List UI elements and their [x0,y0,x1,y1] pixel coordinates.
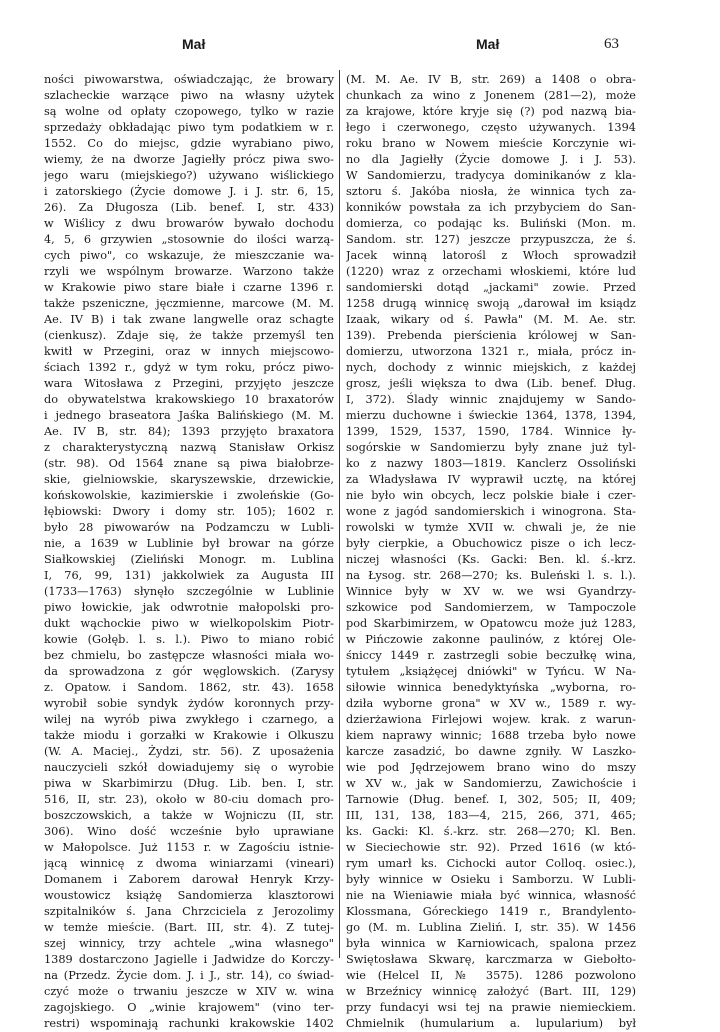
text-line: śniccy 1449 r. zastrzegli sobie beczułkę wina, [346,649,636,662]
text-line: dziła wyborne grona" w XV w., 1589 r. wy- [346,697,636,710]
text-line: na Łysog. str. 268—270; ks. Buleński l. s. l.). [346,569,636,582]
text-line: nie było win obcych, lecz polskie białe i czer- [346,489,636,502]
text-line: Ae. IV B) i tak zwane langwelle oraz schagte [44,313,334,326]
text-line: wilej na wyrób piwa zwykłego i czarnego, a [44,713,334,726]
text-line: W Sandomierzu, tradycya dominikanów z kla- [346,169,636,182]
text-line: na (Przedz. Życie dom. J. i J., str. 14), co świad- [44,969,334,982]
text-line: nych, dochody z winnic miejskich, z każdej [346,361,636,374]
text-line: do obywatelstwa krakowskiego 10 braxatorów [44,393,334,406]
text-line: i jednego braseatora Jaśka Balińskiego (M. M. [44,409,334,422]
text-line: tytułem „książęcej dniówki" w Tyńcu. W Na- [346,665,636,678]
text-line: Swiętosława Skwarę, karczmarza w Giebołto- [346,953,636,966]
text-line: rowolski w tymże XVII w. chwali je, że nie [346,521,636,534]
text-line: piwa w Skarbimirzu (Dług. Lib. ben. I, str. [44,777,334,790]
text-line: łego i czerwonego, często używanych. 1394 [346,121,636,134]
text-line: z charakterystyczną nazwą Stanisław Orkisz [44,441,334,454]
running-head-right: Mał [476,36,500,52]
text-line: Klossmana, Góreckiego 1419 r., Brandylento- [346,905,636,918]
text-line: dukt wąchockie piwo w wielkopolskim Piotr- [44,617,334,630]
text-line: Winnice były w XV w. we wsi Gyandrzy- [346,585,636,598]
text-line: karcze zasadzić, bo dawne zgniły. W Laszko- [346,745,636,758]
text-line: w Pińczowie zakonne paulinów, z której Ole- [346,633,636,646]
text-line: (cienkusz). Zdaje się, że także przemyśl ten [44,329,334,342]
text-line: w Brzeźnicy winnicę założyć (Bart. III, 129) [346,985,636,998]
text-line: i zatorskiego (Życie domowe J. i J. str. 6, 15, [44,185,334,198]
text-line: przy fundacyi wsi tej na prawie niemieckiem. [346,1001,636,1014]
running-head-left: Mał [182,36,206,52]
text-line: sogórskie w Sandomierzu były znane już tyl- [346,441,636,454]
text-line: 1399, 1529, 1537, 1590, 1784. Winnice ły- [346,425,636,438]
text-line: wiemy, że na dworze Jagiełły prócz piwa swo- [44,153,334,166]
text-line: roku brano w Nowem mieście Korczynie wi- [346,137,636,150]
text-line: I, 372). Ślady winnic znajdujemy w Sando- [346,393,636,406]
text-line: ks. Gacki: Kl. ś.-krz. str. 268—270; Kl. Ben. [346,825,636,838]
text-line: Jacek winną latorośl z Włoch sprowadził [346,249,636,262]
text-line: I, 76, 99, 131) jakkolwiek za Augusta III [44,569,334,582]
left-text-column [44,72,334,1032]
text-line: z. Opatow. i Sandom. 1862, str. 43). 1658 [44,681,334,694]
text-line: nie na Wieniawie miała być winnica, własność [346,889,636,902]
text-line: także miodu i gorzałki w Krakowie i Olkuszu [44,729,334,742]
text-line: szkowice pod Sandomierzem, w Tampoczole [346,601,636,614]
text-line: kiem naprawy winnic; 1688 trzeba było nowe [346,729,636,742]
text-line: w XV w., jak w Sandomierzu, Zawichoście i [346,777,636,790]
text-line: woustowicz książę Sandomierza klasztorowi [44,889,334,902]
text-line: kwitł w Przegini, oraz w innych miejscowo- [44,345,334,358]
text-line: za krajowe, które kryje się (?) pod nazwą bia- [346,105,636,118]
text-line: ściach 1392 r., gdyż w tym roku, prócz piwo- [44,361,334,374]
text-line: skie, gielniowskie, skaryszewskie, drzewickie, [44,473,334,486]
text-line: cych piwo", co wskazuje, że mieszczanie wa- [44,249,334,262]
text-line: ko z nazwy 1803—1819. Kanclerz Ossoliński [346,457,636,470]
text-line: restri) wspominają rachunki krakowskie 1402 [44,1017,334,1030]
text-line: nauczycieli szkół dowiadujemy się o wyrobie [44,761,334,774]
text-line: były cierpkie, a Obuchowicz pisze o ich lecz- [346,537,636,550]
text-line: końskowolskie, kazimierskie i zwoleńskie (Go- [44,489,334,502]
text-line: pod Skarbimirzem, w Opatowcu może już 1283, [346,617,636,630]
text-line: 139). Prebenda pierścienia królowej w San- [346,329,636,342]
text-line: siłowie winnica benedyktyńska „wyborna, ro- [346,681,636,694]
text-line: Chmielnik (humularium a. lupularium) był [346,1017,636,1030]
text-line: łębiowski: Dwory i domy str. 105); 1602 r. [44,505,334,518]
text-line: konników powstała za ich przybyciem do San- [346,201,636,214]
text-line: w Małopolsce. Już 1153 r. w Zagościu istnie- [44,841,334,854]
text-line: (str. 98). Od 1564 znane są piwa białobrze- [44,457,334,470]
text-line: niczej własności (Ks. Gacki: Ben. kl. ś.-krz. [346,553,636,566]
text-line: no dla Jagiełły (Życie domowe J. i J. 53). [346,153,636,166]
text-line: 26). Za Długosza (Lib. benef. I, str. 433) [44,201,334,214]
text-line: w Krakowie piwo stare białe i czarne 1396 r. [44,281,334,294]
text-line: szej winnicy, trzy achtele „wina własnego" [44,937,334,950]
text-line: piwo łowickie, jak odwrotnie małopolski pro- [44,601,334,614]
text-line: (M. M. Ae. IV B, str. 269) a 1408 o obra- [346,73,636,86]
text-line: wone z jagód sandomierskich i winogrona. Sta- [346,505,636,518]
text-line: jącą winnicę z dwoma winiarzami (vineari) [44,857,334,870]
text-line: rzyli we wspólnym browarze. Warzono także [44,265,334,278]
text-line: wie pod Jędrzejowem brano wino do mszy [346,761,636,774]
text-line: także pszeniczne, jęczmienne, marcowe (M. M. [44,297,334,310]
text-line: w Sieciechowie str. 92). Przed 1616 (w któ- [346,841,636,854]
text-line: sprzedaży obkładając piwo tym podatkiem w r. [44,121,334,134]
text-line: są wolne od opłaty czopowego, tylko w razie [44,105,334,118]
text-line: wie (Helcel II, № 3575). 1286 pozwolono [346,969,636,982]
text-line: czyć może o trwaniu jeszcze w XIV w. wina [44,985,334,998]
text-line: sztoru ś. Jakóba niosła, że winnica tych za- [346,185,636,198]
column-divider [339,70,340,958]
text-line: sandomierski dotąd „jackami" zowie. Przed [346,281,636,294]
text-line: 1389 dostarczono Jagielle i Jadwidze do Korczy- [44,953,334,966]
page-number: 63 [604,36,619,52]
text-line: wyrobił sobie syndyk żydów koronnych przy- [44,697,334,710]
text-line: ności piwowarstwa, oświadczając, że browary [44,73,334,86]
text-line: nie, a 1639 w Lublinie był browar na górze [44,537,334,550]
text-line: w Wiślicy z dwu browarów bywało dochodu [44,217,334,230]
text-line: 1552. Co do miejsc, gdzie wyrabiano piwo, [44,137,334,150]
text-line: mierzu duchowne i świeckie 1364, 1378, 1394, [346,409,636,422]
text-line: Tarnowie (Dług. benef. I, 302, 505; II, 409; [346,793,636,806]
text-line: (1733—1763) słynęło szczególnie w Lublinie [44,585,334,598]
text-line: (W. A. Maciej., Żydzi, str. 56). Z uposażenia [44,745,334,758]
text-line: zagojskiego. O „winie krajowem" (vino ter- [44,1001,334,1014]
text-line: było 28 piwowarów na Podzamczu w Lubli- [44,521,334,534]
text-line: grosz, jeśli większa to dwa (Lib. benef. Dług. [346,377,636,390]
text-line: III, 131, 138, 183—4, 215, 266, 371, 465; [346,809,636,822]
text-line: 4, 5, 6 grzywien „stosownie do ilości warzą- [44,233,334,246]
text-line: domierzu, utworzona 1321 r., miała, prócz in- [346,345,636,358]
text-line: (1220) wraz z orzechami włoskiemi, które lud [346,265,636,278]
text-line: Ae. IV B, str. 84); 1393 przyjęto braxatora [44,425,334,438]
text-line: szlacheckie warzące piwo na własny użytek [44,89,334,102]
text-line: za Władysława IV wyprawił ucztę, na której [346,473,636,486]
text-line: szpitalników ś. Jana Chrzciciela z Jerozolimy [44,905,334,918]
text-line: Siałkowskiej (Zieliński Monogr. m. Lublina [44,553,334,566]
text-line: była winnica w Karniowicach, spalona przez [346,937,636,950]
text-line: boszczowskich, a także w Wojniczu (II, str. [44,809,334,822]
text-line: da sprowadzona z gór węglowskich. (Zarysy [44,665,334,678]
text-line: kowie (Gołęb. l. s. l.). Piwo to miano robić [44,633,334,646]
right-text-column [346,72,636,1032]
text-line: chunkach za wino z Jonenem (281—2), może [346,89,636,102]
text-line: były winnice w Osieku i Samborzu. W Lubli- [346,873,636,886]
text-line: Sandom. str. 127) jeszcze przypuszcza, że ś. [346,233,636,246]
text-line: Izaak, wikary od ś. Pawła" (M. M. Ae. str. [346,313,636,326]
text-line: 516, II, str. 23), około w 80-ciu domach pro- [44,793,334,806]
text-line: domierza, co podając ks. Buliński (Mon. m. [346,217,636,230]
text-line: wara Witosława z Przegini, przyjęto jeszcze [44,377,334,390]
text-line: 1258 drugą winnicę swoją „darował im ksiądz [346,297,636,310]
text-line: rym umarł ks. Cichocki autor Colloq. osiec.), [346,857,636,870]
text-line: 306). Wino dość wcześnie było uprawiane [44,825,334,838]
text-line: jego waru (miejskiego?) używano wiślickiego [44,169,334,182]
text-line: go (M. m. Lublina Zieliń. I, str. 35). W 1456 [346,921,636,934]
text-line: dzierżawiona Firlejowi wojew. krak. z warun- [346,713,636,726]
text-line: Domanem i Zaborem darował Henryk Krzy- [44,873,334,886]
text-line: w temże mieście. (Bart. III, str. 4). Z tutej- [44,921,334,934]
text-line: bez chmielu, bo zastępcze własności miała wo- [44,649,334,662]
